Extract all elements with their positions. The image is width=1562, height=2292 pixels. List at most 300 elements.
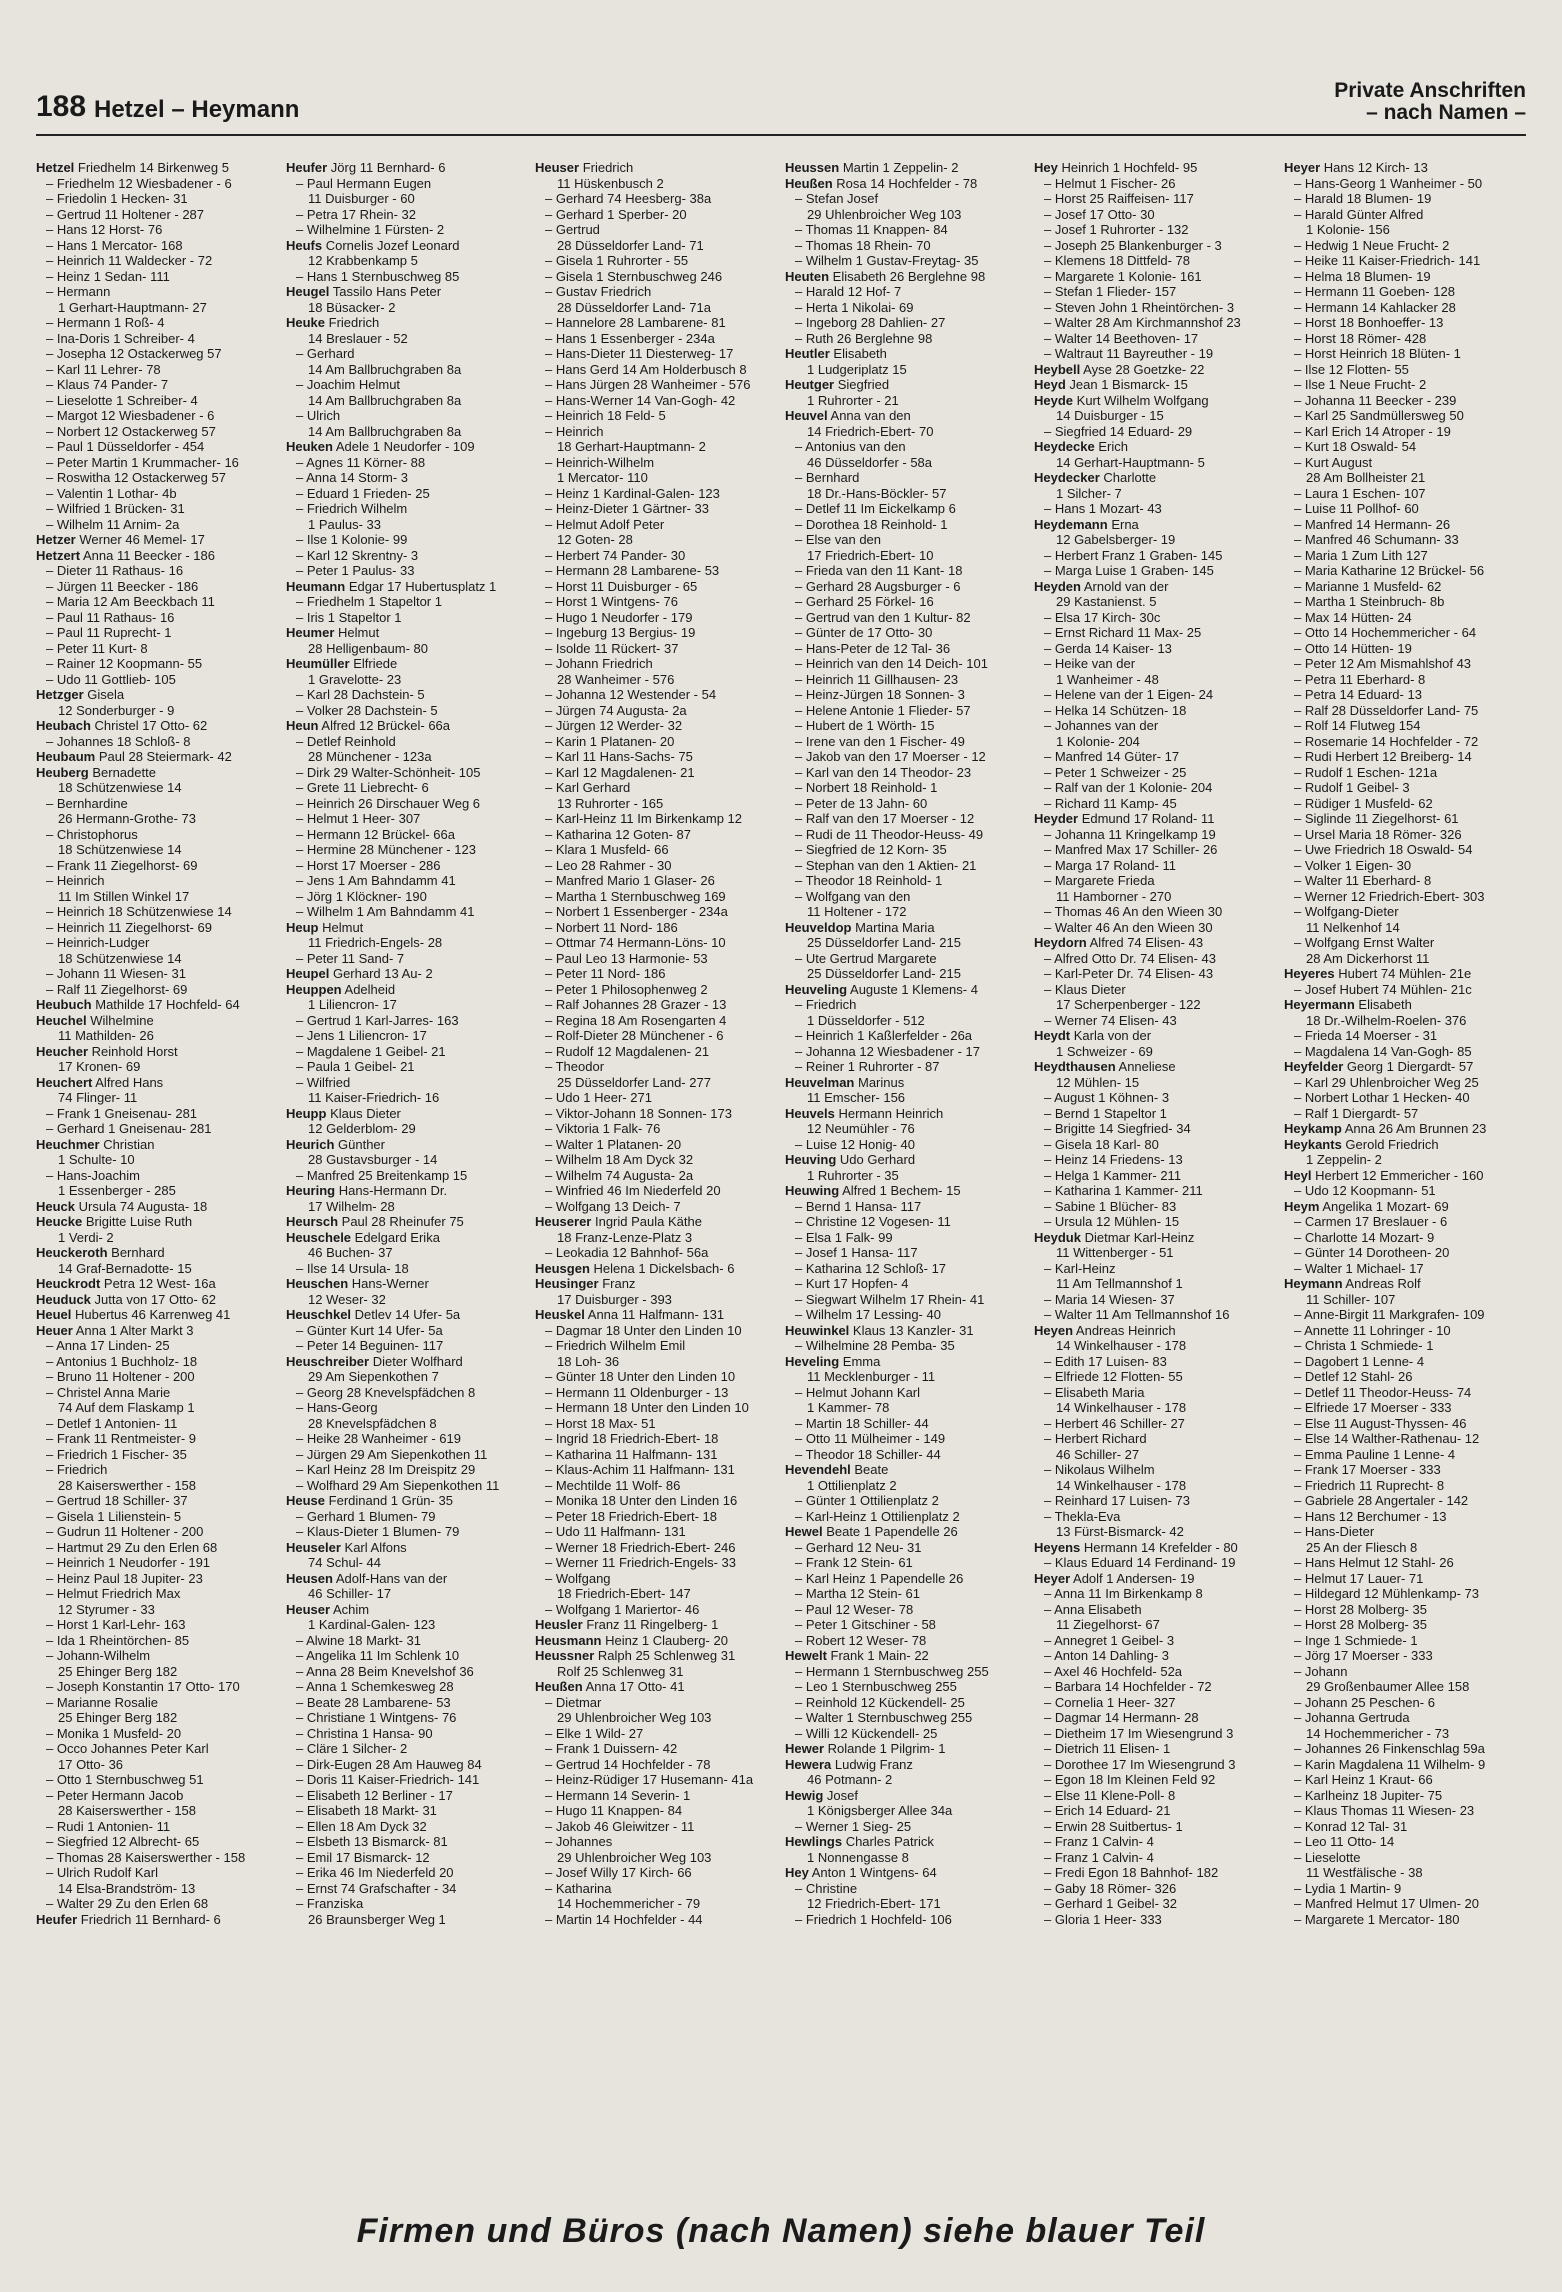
entry-continuation: 46 Düsseldorfer - 58a	[807, 454, 933, 470]
directory-entry: – Josef 1 Ruhrorter - 132	[1044, 222, 1189, 237]
directory-entry	[785, 1524, 1023, 1540]
surname: Hetzger	[36, 687, 84, 702]
directory-entry: – Herbert 74 Pander- 30	[545, 547, 686, 563]
entry-continuation: 14 Am Ballbruchgraben 8a	[308, 361, 462, 377]
directory-entry: – Gisela 1 Ruhrorter - 55	[545, 253, 689, 268]
entry-continuation: 28 Gustavsburger - 14	[308, 1152, 438, 1167]
directory-entry: – Heike 11 Kaiser-Friedrich- 141	[1294, 253, 1481, 268]
entry-details: Alfred Hans	[92, 1074, 164, 1090]
directory-entry	[1034, 377, 1272, 393]
entry-continuation: 13 Ruhrorter - 165	[557, 795, 664, 811]
directory-entry: – Karl Gerhard	[545, 780, 631, 795]
entry-continuation: 12 Krabbenkamp 5	[308, 253, 418, 268]
surname: Heuwinkel	[785, 1322, 850, 1338]
surname: Heun	[286, 718, 319, 733]
entry-details: Rolande 1 Pilgrim- 1	[824, 1741, 946, 1756]
directory-entry: – Gerhard 1 Blumen- 79	[296, 1508, 436, 1524]
directory-entry: – Marianne Rosalie	[46, 1694, 159, 1710]
entry-continuation: 13 Fürst-Bismarck- 42	[1056, 1524, 1184, 1539]
directory-entry: – Stefan Josef	[795, 191, 879, 206]
entry-details: Ludwig Franz	[831, 1756, 913, 1772]
entry-continuation: 18 Dr.-Hans-Böckler- 57	[807, 485, 947, 501]
directory-entry: – Winfried 46 Im Niederfeld 20	[545, 1183, 721, 1198]
entry-details: Ralph 25 Schlenweg 31	[594, 1648, 736, 1663]
directory-entry: – Helmut Johann Karl	[795, 1384, 921, 1400]
surname: Heuken	[286, 439, 333, 454]
entry-continuation: 25 Ehinger Berg 182	[58, 1663, 178, 1679]
directory-entry	[36, 1245, 274, 1261]
directory-entry: – Martin 18 Schiller- 44	[795, 1415, 929, 1431]
directory-entry: – Uwe Friedrich 18 Oswald- 54	[1294, 842, 1473, 857]
directory-entry: – Ralf 1 Diergardt- 57	[1294, 1105, 1419, 1121]
directory-entry: – Helmut 1 Fischer- 26	[1044, 175, 1176, 191]
directory-entry: – Axel 46 Hochfeld- 52a	[1044, 1663, 1183, 1679]
directory-entry: – Wilhelm 74 Augusta- 2a	[545, 1167, 694, 1183]
surname: Heufs	[286, 237, 323, 253]
surname: Heuser	[535, 160, 580, 175]
directory-entry: – Luise 12 Honig- 40	[795, 1136, 915, 1152]
directory-entry: – Ursel Maria 18 Römer- 326	[1294, 826, 1462, 842]
surname: Heykants	[1284, 1136, 1342, 1152]
entry-details: Angelika 1 Mozart- 69	[1319, 1198, 1449, 1214]
entry-details: Adele 1 Neudorfer - 109	[332, 439, 475, 454]
directory-entry: – Peter Martin 1 Krummacher- 16	[46, 454, 239, 470]
directory-entry: – Frieda van den 11 Kant- 18	[795, 563, 963, 578]
directory-entry: – Iris 1 Stapeltor 1	[296, 609, 402, 625]
entry-continuation: 14 Gerhart-Hauptmann- 5	[1056, 454, 1205, 470]
directory-entry	[535, 1276, 773, 1292]
entry-continuation: 18 Schützenwiese 14	[58, 780, 182, 795]
directory-entry: – Hermann 14 Kahlacker 28	[1294, 299, 1456, 315]
entry-continuation: 29 Am Siepenkothen 7	[308, 1369, 439, 1384]
entry-continuation: 74 Schul- 44	[308, 1555, 381, 1570]
entry-details: Emma	[839, 1353, 881, 1369]
directory-entry: – Ida 1 Rheintörchen- 85	[46, 1632, 190, 1648]
entry-continuation: 11 Kaiser-Friedrich- 16	[308, 1090, 440, 1105]
surname: Heup	[286, 919, 319, 935]
directory-entry: – Siegfried de 12 Korn- 35	[795, 842, 947, 857]
directory-entry: – Walter 46 An den Wieen 30	[1044, 919, 1213, 935]
entry-details: Adolf 1 Andersen- 19	[1070, 1570, 1195, 1586]
entry-continuation: 74 Auf dem Flaskamp 1	[58, 1400, 195, 1415]
directory-entry	[286, 439, 524, 455]
entry-continuation: 1 Kardinal-Galen- 123	[308, 1617, 436, 1632]
directory-entry: – Paul 11 Ruprecht- 1	[46, 625, 172, 640]
directory-entry: – Udo 11 Halfmann- 131	[545, 1524, 686, 1539]
entry-continuation: 1 Gerhart-Hauptmann- 27	[58, 299, 207, 315]
directory-entry: – Christa 1 Schmiede- 1	[1294, 1338, 1434, 1353]
directory-entry: – Karl 29 Uhlenbroicher Weg 25	[1294, 1074, 1479, 1090]
directory-entry: – Erwin 28 Suitbertus- 1	[1044, 1818, 1183, 1834]
surname: Heuvels	[785, 1105, 835, 1121]
entry-details: Reinhold Horst	[88, 1043, 178, 1059]
entry-continuation: 28 Kaiserswerther - 158	[58, 1477, 197, 1493]
directory-entry: – Richard 11 Kamp- 45	[1044, 795, 1177, 811]
directory-entry: – Helma 18 Blumen- 19	[1294, 268, 1431, 284]
entry-continuation: 29 Uhlenbroicher Weg 103	[557, 1710, 712, 1725]
directory-entry	[36, 1075, 274, 1091]
directory-entry: – Otto 1 Sternbuschweg 51	[46, 1772, 204, 1787]
directory-entry	[36, 997, 274, 1013]
entry-continuation: 14 Graf-Bernadotte- 15	[58, 1260, 192, 1276]
directory-entry: – Ina-Doris 1 Schreiber- 4	[46, 330, 195, 346]
directory-entry: – Manfred Helmut 17 Ulmen- 20	[1294, 1896, 1479, 1911]
directory-entry: – Gertrud 14 Hochfelder - 78	[545, 1756, 711, 1772]
surname: Heusen	[286, 1570, 333, 1586]
directory-entry	[36, 687, 274, 703]
directory-entry: – Paul Hermann Eugen	[296, 175, 432, 191]
directory-entry	[36, 532, 274, 548]
directory-entry: – Heinrich-Ludger	[46, 935, 150, 950]
directory-entry: – Werner 18 Friedrich-Ebert- 246	[545, 1539, 736, 1555]
directory-entry: – Karl-Heinz 11 Im Birkenkamp 12	[545, 811, 743, 826]
directory-entry: – Elfriede 12 Flotten- 55	[1044, 1369, 1183, 1384]
surname: Heuserer	[535, 1214, 592, 1229]
surname: Heussner	[535, 1648, 595, 1663]
directory-entry: – Hans 1 Essenberger - 234a	[545, 330, 715, 346]
footer-note: Firmen und Büros (nach Namen) siehe blauer Teil	[356, 2212, 1206, 2250]
directory-entry	[286, 718, 524, 734]
surname: Heuchert	[36, 1074, 93, 1090]
directory-entry: – Walter 29 Zu den Erlen 68	[46, 1896, 209, 1911]
directory-entry: – Frieda 14 Moerser - 31	[1294, 1028, 1438, 1043]
directory-entry: – Else 11 Klene-Poll- 8	[1044, 1787, 1176, 1803]
entry-details: Klaus 13 Kanzler- 31	[849, 1322, 974, 1338]
entry-continuation: 1 Paulus- 33	[308, 516, 381, 532]
directory-entry: – Regina 18 Am Rosengarten 4	[545, 1012, 727, 1028]
directory-entry: – Johanna 11 Beecker - 239	[1294, 392, 1457, 408]
directory-entry: – Günter 14 Dorotheen- 20	[1294, 1245, 1450, 1260]
directory-entry: – Rudi 1 Antonien- 11	[46, 1818, 171, 1834]
directory-entry: – Detlef 11 Im Eickelkamp 6	[795, 501, 956, 516]
entry-continuation: 11 Ziegelhorst- 67	[1056, 1617, 1160, 1632]
directory-entry: – Helene van der 1 Eigen- 24	[1044, 687, 1214, 702]
surname: Heufer	[286, 160, 328, 175]
surname: Heussen	[785, 160, 840, 175]
entry-continuation: 11 Schiller- 107	[1306, 1291, 1396, 1307]
directory-entry: – Marianne 1 Musfeld- 62	[1294, 578, 1442, 594]
directory-entry: – Gertrud 11 Holtener - 287	[46, 206, 205, 222]
directory-entry: – Hannelore 28 Lambarene- 81	[545, 315, 726, 330]
directory-entry: – Marga Luise 1 Graben- 145	[1044, 563, 1214, 578]
directory-entry	[286, 656, 524, 672]
directory-entry: – Ilse 12 Flotten- 55	[1294, 361, 1409, 377]
directory-entry: – Herbert Richard	[1044, 1431, 1147, 1446]
entry-continuation: 11 Friedrich-Engels- 28	[308, 935, 443, 950]
directory-entry: – Walter 1 Platanen- 20	[545, 1136, 682, 1152]
directory-entry: – Gisela 1 Sternbuschweg 246	[545, 268, 723, 284]
directory-columns	[36, 160, 1526, 2200]
directory-entry: – Manfred 46 Schumann- 33	[1294, 532, 1459, 547]
entry-continuation: 28 Knevelspfädchen 8	[308, 1415, 437, 1431]
directory-entry	[785, 1788, 1023, 1804]
entry-continuation: 25 Düsseldorfer Land- 277	[557, 1074, 711, 1090]
directory-entry: – Waltraut 11 Bayreuther - 19	[1044, 346, 1214, 361]
directory-entry: – Luise 11 Pollhof- 60	[1294, 501, 1419, 516]
entry-details: Erna	[1107, 516, 1139, 532]
directory-entry: – Heinrich-Wilhelm	[545, 454, 655, 470]
directory-entry: – Margot 12 Wiesbadener - 6	[46, 408, 215, 423]
directory-entry	[785, 1757, 1023, 1773]
directory-entry: – Detlef 1 Antonien- 11	[46, 1415, 178, 1431]
directory-entry: – Rudolf 1 Geibel- 3	[1294, 780, 1410, 795]
entry-continuation: 1 Silcher- 7	[1056, 485, 1122, 501]
entry-details: Friedhelm 14 Birkenweg 5	[74, 160, 229, 175]
entry-continuation: 12 Styrumer - 33	[58, 1601, 155, 1617]
entry-details: Werner 46 Memel- 17	[75, 532, 205, 547]
directory-entry: – Helmut 1 Heer- 307	[296, 811, 421, 826]
directory-entry: – Siegwart Wilhelm 17 Rhein- 41	[795, 1291, 985, 1307]
directory-entry: – Thomas 18 Rhein- 70	[795, 237, 931, 253]
directory-entry: – Beate 28 Lambarene- 53	[296, 1694, 451, 1710]
entry-continuation: 1 Kolonie- 204	[1056, 733, 1140, 749]
entry-details: Hans 12 Kirch- 13	[1320, 160, 1428, 175]
directory-entry	[286, 625, 524, 641]
directory-entry: – Katharina 1 Kammer- 211	[1044, 1183, 1203, 1198]
directory-entry: – Heinrich 1 Kaßlerfelder - 26a	[795, 1028, 973, 1043]
surname: Heuseler	[286, 1539, 341, 1555]
directory-entry: – Helka 14 Schützen- 18	[1044, 702, 1187, 718]
directory-entry: – Wilhelm 17 Lessing- 40	[795, 1307, 941, 1322]
entry-continuation: 11 Im Stillen Winkel 17	[58, 888, 190, 904]
directory-entry: – Peter 1 Schweizer - 25	[1044, 764, 1187, 780]
entry-details: Hubertus 46 Karrenweg 41	[71, 1307, 231, 1322]
directory-entry: – Karl-Heinz	[1044, 1260, 1116, 1276]
directory-entry: – Peter 1 Paulus- 33	[296, 563, 415, 578]
directory-entry	[286, 1540, 524, 1556]
surname: Heuke	[286, 315, 326, 330]
directory-entry: – Ernst 74 Grafschafter - 34	[296, 1880, 457, 1896]
entry-continuation: 17 Scherpenberger - 122	[1056, 997, 1201, 1012]
entry-continuation: 18 Loh- 36	[557, 1353, 620, 1369]
entry-continuation: 14 Winkelhauser - 178	[1056, 1338, 1187, 1353]
directory-entry: – Johannes van der	[1044, 718, 1159, 733]
directory-entry: – Hans 1 Mercator- 168	[46, 237, 183, 253]
entry-details: Helmut	[318, 919, 364, 935]
surname: Heutger	[785, 377, 835, 392]
directory-entry: – Hermann 28 Lambarene- 53	[545, 563, 720, 578]
entry-continuation: 46 Schiller- 17	[308, 1586, 392, 1601]
directory-entry: – Peter de 13 Jahn- 60	[795, 795, 928, 811]
surname: Heyd	[1034, 377, 1066, 392]
entry-continuation: 1 Ludgeriplatz 15	[807, 361, 907, 377]
directory-entry: – Peter Hermann Jacob	[46, 1787, 184, 1803]
directory-entry: – Stefan 1 Flieder- 157	[1044, 284, 1177, 299]
directory-entry: – Klaus-Achim 11 Halfmann- 131	[545, 1462, 735, 1477]
directory-entry: – Alwine 18 Markt- 31	[296, 1632, 422, 1648]
directory-entry: – Jürgen 12 Werder- 32	[545, 718, 683, 733]
directory-entry: – Walter 11 Eberhard- 8	[1294, 873, 1432, 888]
directory-entry: – Gaby 18 Römer- 326	[1044, 1880, 1177, 1896]
entry-details: Elisabeth 26 Berglehne 98	[829, 268, 986, 284]
directory-entry: – Dietmar	[545, 1694, 602, 1710]
directory-entry: – Ralf Johannes 28 Grazer - 13	[545, 997, 727, 1012]
directory-entry: – Elsa 1 Falk- 99	[795, 1229, 893, 1245]
entry-continuation: 29 Kastanienst. 5	[1056, 594, 1157, 609]
directory-entry: – Klemens 18 Dittfeld- 78	[1044, 253, 1190, 268]
entry-details: Karl Alfons	[340, 1539, 407, 1555]
directory-entry: – Christina 1 Hansa- 90	[296, 1725, 433, 1741]
entry-details: Klaus Dieter	[326, 1105, 401, 1121]
directory-entry	[36, 160, 274, 176]
surname: Heuel	[36, 1307, 72, 1322]
directory-entry: – Horst 28 Molberg- 35	[1294, 1617, 1427, 1632]
surname: Heyde	[1034, 392, 1074, 408]
entry-continuation: 12 Weser- 32	[308, 1291, 386, 1307]
entry-details: Beate	[850, 1462, 889, 1477]
directory-entry: – Heike van der	[1044, 656, 1136, 671]
surname: Heuser	[286, 1601, 331, 1617]
directory-entry: – Gustav Friedrich	[545, 284, 652, 299]
directory-entry	[1034, 1540, 1272, 1556]
directory-entry: – Ottmar 74 Hermann-Löns- 10	[545, 935, 726, 950]
entry-details: Helmut	[334, 625, 380, 640]
directory-entry: – Hans-Georg	[296, 1400, 378, 1415]
directory-entry: – Bernd 1 Hansa- 117	[795, 1198, 922, 1214]
directory-entry: – Annegret 1 Geibel- 3	[1044, 1632, 1175, 1648]
surname: Hetzer	[36, 532, 76, 547]
directory-entry: – Hans 12 Horst- 76	[46, 222, 163, 237]
directory-entry: – Willi 12 Kückendell- 25	[795, 1725, 938, 1741]
entry-continuation: 17 Friedrich-Ebert- 10	[807, 547, 934, 563]
entry-continuation: 18 Büsacker- 2	[308, 299, 396, 315]
entry-continuation: 28 Kaiserswerther - 158	[58, 1803, 197, 1818]
surname: Heusinger	[535, 1276, 599, 1291]
entry-details: Edgar 17 Hubertusplatz 1	[345, 578, 497, 594]
directory-entry: – Wilfried	[296, 1074, 351, 1090]
surname: Heydthausen	[1034, 1059, 1116, 1074]
entry-continuation: 28 Düsseldorfer Land- 71a	[557, 299, 711, 315]
directory-entry: – Klaus Eduard 14 Ferdinand- 19	[1044, 1555, 1236, 1570]
entry-details: Anneliese	[1115, 1059, 1176, 1074]
surname: Heutler	[785, 346, 830, 361]
directory-entry: – Rolf 14 Flutweg 154	[1294, 718, 1421, 733]
directory-entry: – Horst 18 Bonhoeffer- 13	[1294, 315, 1444, 330]
directory-entry: – Johannes	[545, 1834, 613, 1849]
directory-entry: – Günter de 17 Otto- 30	[795, 625, 933, 640]
surname: Heyens	[1034, 1539, 1081, 1555]
entry-continuation: 28 Münchener - 123a	[308, 749, 432, 764]
entry-continuation: 26 Hermann-Grothe- 73	[58, 811, 197, 826]
entry-continuation: 11 Hamborner - 270	[1056, 888, 1172, 904]
directory-entry: – Ruth 26 Berglehne 98	[795, 330, 933, 346]
directory-entry	[1034, 439, 1272, 455]
directory-entry: – Hans-Dieter	[1294, 1524, 1375, 1539]
directory-entry: – Norbert 18 Reinhold- 1	[795, 780, 938, 795]
entry-details: Anton 1 Wintgens- 64	[808, 1865, 937, 1880]
directory-entry: – Eduard 1 Frieden- 25	[296, 485, 430, 501]
directory-entry: – Johann 11 Wiesen- 31	[46, 966, 186, 981]
surname: Hetzel	[36, 160, 75, 175]
directory-entry: – Margarete Frieda	[1044, 873, 1155, 888]
directory-entry	[286, 982, 524, 998]
directory-entry: – Karl Heinz 1 Papendelle 26	[795, 1570, 964, 1586]
directory-entry	[1284, 160, 1522, 176]
entry-continuation: 11 Hüskenbusch 2	[557, 175, 664, 191]
surname: Heykamp	[1284, 1121, 1342, 1136]
directory-entry: – Heinz 1 Kardinal-Galen- 123	[545, 485, 720, 501]
directory-entry: – Elfriede 17 Moerser - 333	[1294, 1400, 1452, 1415]
directory-entry: – Anna 11 Im Birkenkamp 8	[1044, 1586, 1203, 1601]
directory-entry: – Thomas 46 An den Wieen 30	[1044, 904, 1223, 919]
entry-continuation: 1 Wanheimer - 48	[1056, 671, 1159, 687]
directory-entry: – Frank 1 Duissern- 42	[545, 1741, 678, 1756]
surname: Heuskel	[535, 1307, 585, 1322]
entry-continuation: 25 Düsseldorfer Land- 215	[807, 935, 961, 950]
directory-entry: – Else van den	[795, 532, 882, 547]
directory-entry: – Detlef 11 Theodor-Heuss- 74	[1294, 1384, 1472, 1400]
directory-entry: – Ingeburg 13 Bergius- 19	[545, 625, 696, 640]
directory-entry: – Dietheim 17 Im Wiesengrund 3	[1044, 1725, 1234, 1741]
directory-entry: – Johann	[1294, 1663, 1348, 1679]
entry-details: Anna 11 Beecker - 186	[80, 547, 215, 563]
directory-entry: – Peter 1 Philosophenweg 2	[545, 981, 708, 997]
entry-continuation: 46 Buchen- 37	[308, 1245, 393, 1260]
directory-entry: – Lieselotte 1 Schreiber- 4	[46, 392, 198, 408]
directory-entry	[286, 238, 524, 254]
directory-entry: – Petra 14 Eduard- 13	[1294, 687, 1422, 702]
entry-details: Ferdinand 1 Grün- 35	[325, 1493, 453, 1508]
directory-entry: – Detlef 12 Stahl- 26	[1294, 1369, 1413, 1384]
directory-entry: – Johann-Wilhelm	[46, 1648, 151, 1663]
directory-entry: – Agnes 11 Körner- 88	[296, 454, 426, 470]
directory-entry	[36, 1214, 274, 1230]
directory-entry: – Friedrich Wilhelm Emil	[545, 1338, 686, 1353]
directory-entry: – Annette 11 Lohringer - 10	[1294, 1322, 1451, 1338]
directory-entry: – Jakob van den 17 Moerser - 12	[795, 749, 986, 764]
directory-entry: – Heinrich 18 Feld- 5	[545, 408, 666, 423]
directory-entry	[785, 1183, 1023, 1199]
directory-entry: – Wolfgang	[545, 1570, 611, 1586]
entry-details: Marinus	[854, 1074, 905, 1090]
directory-entry: – Heinrich 11 Gillhausen- 23	[795, 671, 959, 687]
directory-entry: – Wilhelmine 28 Pemba- 35	[795, 1338, 955, 1353]
surname: Heydecke	[1034, 439, 1095, 454]
entry-details: Jean 1 Bismarck- 15	[1065, 377, 1188, 392]
directory-entry	[1034, 579, 1272, 595]
directory-entry: – Hugo 1 Neudorfer - 179	[545, 609, 693, 625]
directory-entry: – Friedrich 1 Hochfeld- 106	[795, 1911, 952, 1927]
directory-entry: – Kurt 18 Oswald- 54	[1294, 439, 1417, 454]
entry-details: Siegfried	[834, 377, 890, 392]
surname: Heumer	[286, 625, 335, 640]
directory-entry: – Katharina 11 Halfmann- 131	[545, 1446, 718, 1462]
entry-details: Herbert 12 Emmericher - 160	[1311, 1167, 1484, 1183]
entry-continuation: Rolf 25 Schlenweg 31	[557, 1663, 684, 1679]
surname: Heuckrodt	[36, 1276, 101, 1291]
directory-entry: – Martha 12 Stein- 61	[795, 1586, 921, 1601]
directory-entry: – Wolfgang van den	[795, 888, 911, 904]
directory-entry	[36, 1044, 274, 1060]
directory-entry: – Peter 11 Nord- 186	[545, 966, 666, 981]
directory-entry	[535, 1679, 773, 1695]
directory-entry	[286, 1137, 524, 1153]
directory-entry: – Christophorus	[46, 826, 138, 842]
surname: Heuer	[36, 1322, 73, 1338]
directory-entry: – Maria Katharine 12 Brückel- 56	[1294, 563, 1485, 578]
entry-continuation: 14 Duisburger - 15	[1056, 408, 1164, 423]
directory-entry: – Jürgen 74 Augusta- 2a	[545, 702, 687, 718]
directory-entry: – Reinhold 12 Kückendell- 25	[795, 1694, 965, 1710]
directory-entry: – Wilhelm 11 Arnim- 2a	[46, 516, 180, 532]
directory-entry: – Hermann	[46, 284, 111, 299]
entry-continuation: 1 Schweizer - 69	[1056, 1043, 1153, 1059]
directory-entry: – Josef Hubert 74 Mühlen- 21c	[1294, 981, 1472, 997]
directory-entry: – Herbert 46 Schiller- 27	[1044, 1415, 1185, 1431]
entry-details: Wilhelmine	[86, 1012, 154, 1028]
directory-entry: – Leo 1 Sternbuschweg 255	[795, 1679, 957, 1694]
directory-entry: – Dagmar 14 Hermann- 28	[1044, 1710, 1199, 1725]
